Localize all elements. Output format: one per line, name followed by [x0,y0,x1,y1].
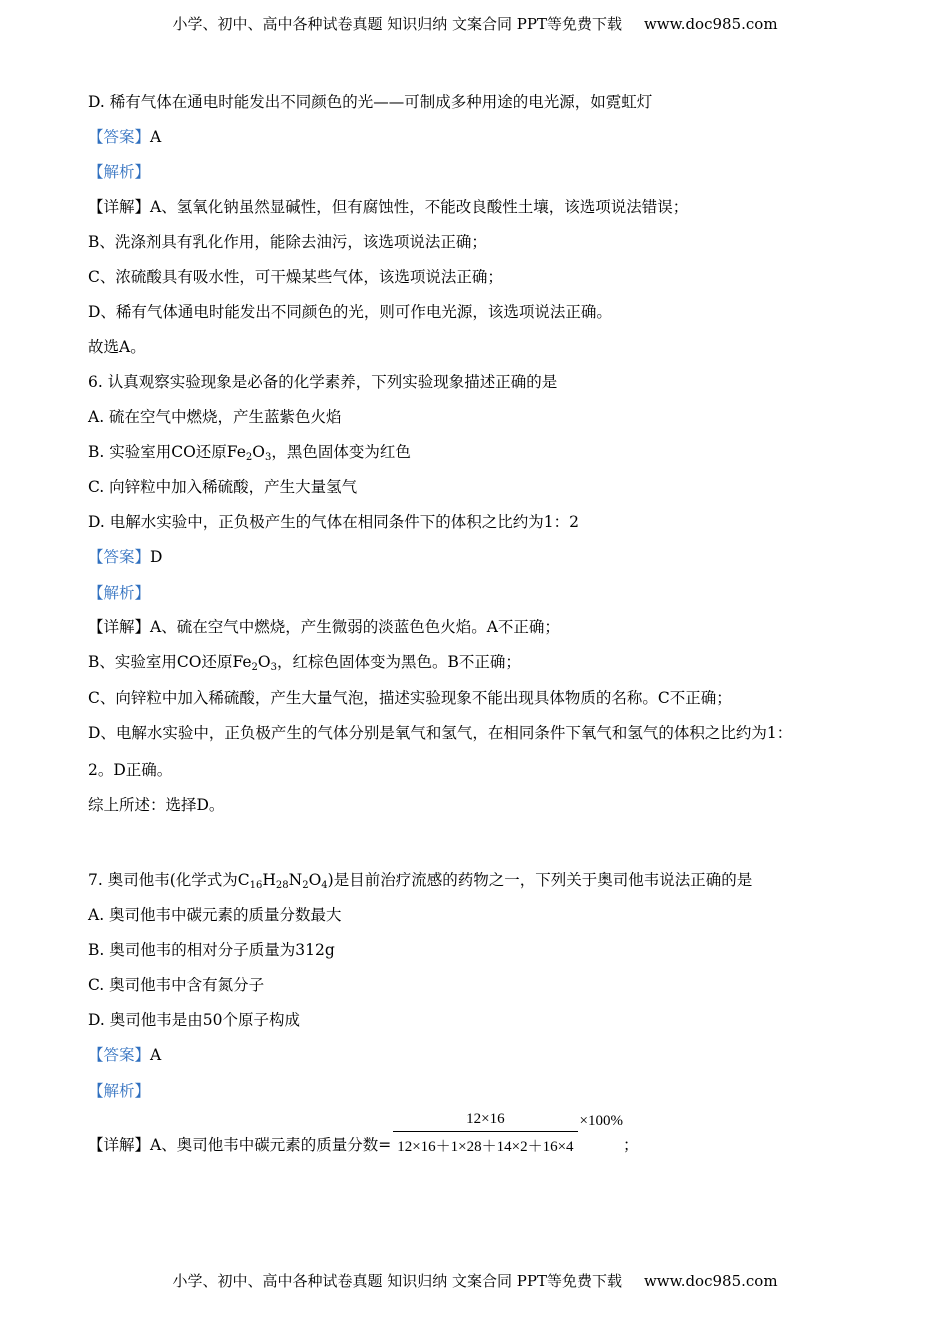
q6-analysis-label: 【解析】 [88,584,151,602]
q7-option-a: A. 奥司他韦中碳元素的质量分数最大 [88,906,342,924]
q5-conclusion: 故选A。 [88,338,146,356]
q6-stem: 6. 认真观察实验现象是必备的化学素养，下列实验现象描述正确的是 [88,373,558,391]
fraction-multiplier: ×100% [579,1113,624,1129]
answer-label: 【答案】 [88,128,151,146]
subscript: 3 [270,662,278,673]
q6-option-d: D. 电解水实验中，正负极产生的气体在相同条件下的体积之比约为1：2 [88,513,579,531]
header-site[interactable]: www.doc985.com [643,15,778,33]
q5-analysis-label: 【解析】 [88,163,151,181]
q7-analysis-label: 【解析】 [88,1082,151,1100]
q7-stem-post: )是目前治疗流感的药物之一，下列关于奥司他韦说法正确的是 [327,871,753,889]
q7-option-c: C. 奥司他韦中含有氮分子 [88,976,265,994]
q5-detail-c: C、浓硫酸具有吸水性，可干燥某些气体，该选项说法正确； [88,268,503,286]
q7-stem-pre: 7. 奥司他韦(化学式为C [88,871,250,889]
q6-option-a: A. 硫在空气中燃烧，产生蓝紫色火焰 [88,408,342,426]
q7-stem-n: N [288,871,303,889]
q6-detail-b-post: ，红棕色固体变为黑色。B不正确； [277,653,521,671]
q5-detail-a-text: A、氢氧化钠虽然显碱性，但有腐蚀性，不能改良酸性土壤，该选项说法错误； [150,198,689,216]
q6-option-b-pre: B. 实验室用CO还原Fe [88,443,246,461]
q5-option-d: D. 稀有气体在通电时能发出不同颜色的光——可制成多种用途的电光源，如霓虹灯 [88,93,653,111]
q7-detail-a-pre: A、奥司他韦中碳元素的质量分数= [150,1135,392,1154]
q6-detail-d-line1: D、电解水实验中，正负极产生的气体分别是氧气和氢气，在相同条件下氧气和氢气的体积之比约为1： [88,724,793,742]
subscript: 3 [265,452,272,463]
q7-option-b: B. 奥司他韦的相对分子质量为312g [88,941,335,959]
q5-answer-value: A [150,128,162,146]
subscript: 4 [321,880,328,891]
detail-label: 【详解】 [88,198,151,216]
subscript: 28 [275,880,289,891]
page-header [0,13,950,34]
mass-fraction-formula [393,1111,577,1156]
q7-detail-a [88,1111,639,1156]
q6-conclusion: 综上所述：选择D。 [88,796,225,814]
q7-detail-a-post: ； [623,1135,639,1154]
q6-option-b [88,440,411,463]
q7-stem-o: O [308,871,322,889]
subscript: 2 [245,452,253,463]
q6-detail-d-line2: 2。D正确。 [88,761,173,779]
subscript: 16 [249,880,263,891]
q7-stem [88,868,752,891]
page-footer [0,1270,950,1291]
detail-label: 【详解】 [88,618,151,636]
q7-stem-h: H [262,871,276,889]
answer-label: 【答案】 [88,1046,151,1064]
q7-option-d: D. 奥司他韦是由50个原子构成 [88,1011,300,1029]
q6-detail-a [88,615,560,637]
header-text: 小学、初中、高中各种试卷真题 知识归纳 文案合同 PPT等免费下载 [172,15,622,33]
q5-detail-a [88,195,688,217]
q5-detail-d: D、稀有气体通电时能发出不同颜色的光，则可作电光源，该选项说法正确。 [88,303,612,321]
q5-answer [88,125,161,147]
q7-answer [88,1043,161,1065]
answer-label: 【答案】 [88,548,151,566]
q7-detail-a-row [88,1111,639,1156]
subscript: 2 [251,662,258,673]
q6-detail-b-pre: B、实验室用CO还原Fe [88,653,252,671]
q6-detail-b-mid: O [257,653,271,671]
footer-site[interactable]: www.doc985.com [643,1272,778,1290]
fraction-numerator: 12×16 [466,1111,505,1127]
q6-option-c: C. 向锌粒中加入稀硫酸，产生大量氢气 [88,478,358,496]
q6-option-b-mid: O [252,443,265,461]
subscript: 2 [302,880,309,891]
q6-detail-b [88,650,521,673]
q6-option-b-post: ，黑色固体变为红色 [271,443,411,461]
detail-label: 【详解】 [88,1135,151,1154]
q6-detail-c: C、向锌粒中加入稀硫酸，产生大量气泡，描述实验现象不能出现具体物质的名称。C不正确； [88,689,732,707]
q6-answer-value: D [150,548,163,566]
q6-detail-a-text: A、硫在空气中燃烧，产生微弱的淡蓝色色火焰。A不正确； [150,618,560,636]
footer-text: 小学、初中、高中各种试卷真题 知识归纳 文案合同 PPT等免费下载 [172,1272,622,1290]
q6-answer [88,545,162,567]
q7-answer-value: A [150,1046,162,1064]
q5-detail-b: B、洗涤剂具有乳化作用，能除去油污，该选项说法正确； [88,233,487,251]
fraction-denominator: 12×16＋1×28＋14×2＋16×4 [393,1131,577,1156]
